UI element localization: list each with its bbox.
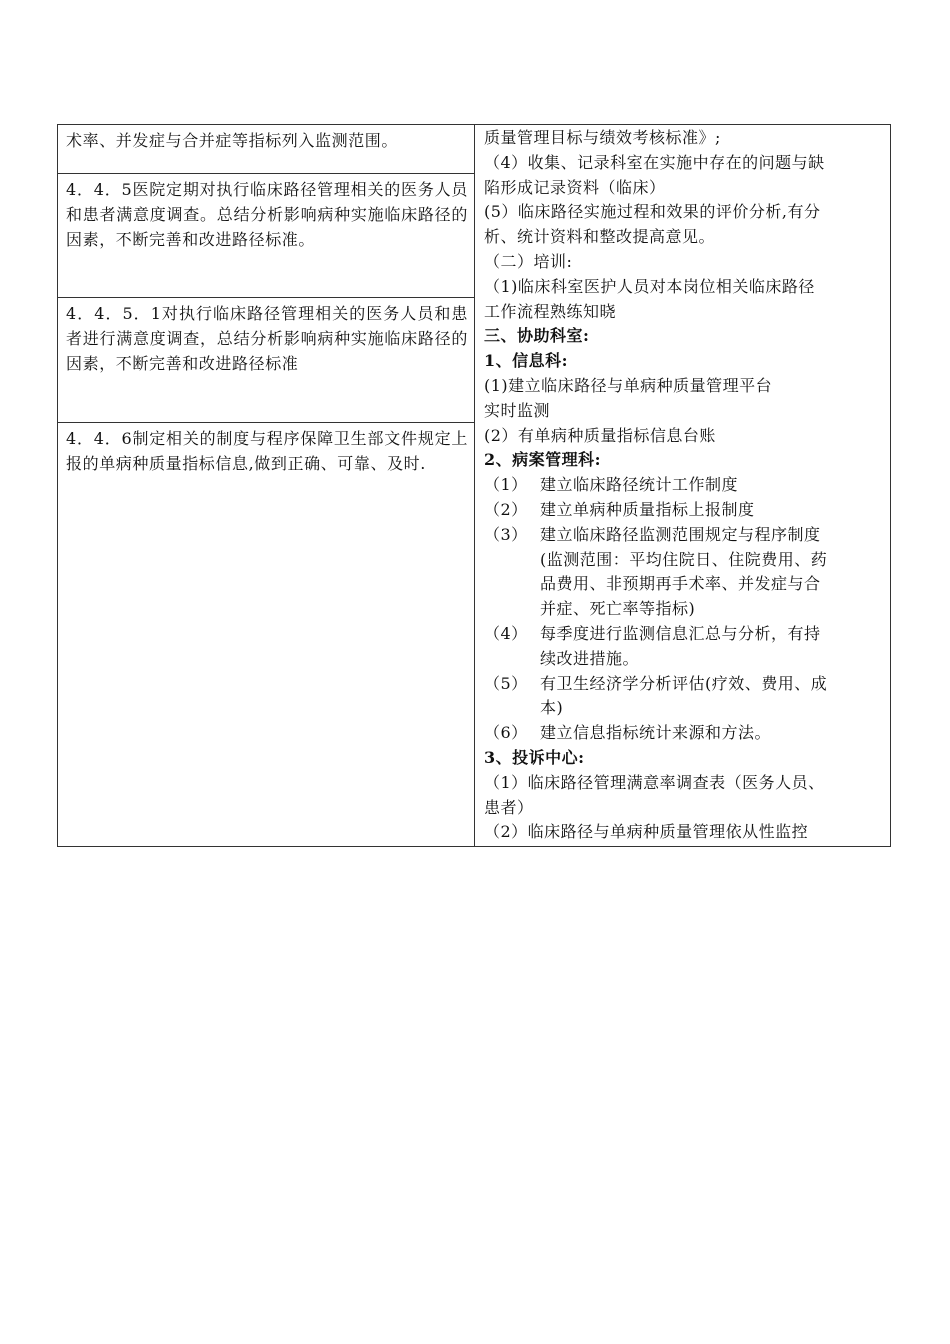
right-line: (5）临床路径实施过程和效果的评价分析,有分 [484,202,821,222]
info-dept-line: (2）有单病种质量指标信息台账 [484,425,716,445]
right-line: （二）培训: [484,251,573,271]
records-item [484,721,884,746]
left-cell-1-text: 术率、并发症与合并症等指标列入监测范围。 [66,131,399,150]
left-cell-4 [58,423,474,846]
left-column [58,125,475,846]
records-item [484,622,884,672]
right-line: 陷形成记录资料（临床） [484,177,666,197]
records-item-text: 建立临床路径统计工作制度 [540,475,739,495]
records-item-text: 建立临床路径监测范围规定与程序制度 [540,524,821,544]
left-cell-3 [58,298,474,423]
right-content [484,126,884,845]
records-item-text: 建立信息指标统计来源和方法。 [540,723,772,743]
left-cell-4-text: 4．4．6制定相关的制度与程序保障卫生部文件规定上报的单病种质量指标信息,做到正确、可靠、及时. [66,429,468,473]
complaint-center-line: （1）临床路径管理满意率调查表（医务人员、 [484,772,825,792]
records-item-text: 建立单病种质量指标上报制度 [540,499,755,519]
right-line: 工作流程熟练知晓 [484,301,617,321]
left-cell-1 [58,125,474,174]
records-item-number: （1） [484,475,528,495]
records-dept-heading: 2、病案管理科: [484,450,602,470]
records-item-text: 每季度进行监测信息汇总与分析，有持 [540,623,821,643]
records-item-text: 续改进措施。 [540,648,640,668]
records-item-number: （2） [484,499,528,519]
left-cell-2-text: 4．4．5医院定期对执行临床路径管理相关的医务人员和患者满意度调查。总结分析影响病种实施临床路径的因素，不断完善和改进路径标准。 [66,180,468,249]
info-dept-line: (1)建立临床路径与单病种质量管理平台 [484,375,773,395]
records-item [484,473,884,498]
records-item [484,523,884,622]
complaint-center-line: （2）临床路径与单病种质量管理依从性监控 [484,822,809,842]
records-item-number: （3） [484,524,528,544]
info-dept-line: 实时监测 [484,400,551,420]
document-table [57,124,891,847]
complaint-center-heading: 3、投诉中心: [484,747,585,767]
records-item-text: 并症、死亡率等指标) [540,599,696,619]
records-item-text: 本) [540,698,564,718]
records-item [484,672,884,722]
right-line: 析、统计资料和整改提高意见。 [484,227,716,247]
section-heading: 三、协助科室: [484,326,590,346]
records-item-number: （4） [484,623,528,643]
records-item-text: (监测范围：平均住院日、住院费用、药 [540,549,828,569]
right-line: （1)临床科室医护人员对本岗位相关临床路径 [484,276,815,296]
records-item-number: （5） [484,673,528,693]
left-cell-3-text: 4．4．5．1对执行临床路径管理相关的医务人员和患者进行满意度调查，总结分析影响病种实施临床路径的因素，不断完善和改进路径标准 [66,304,468,373]
records-item-number: （6） [484,723,528,743]
left-cell-2 [58,174,474,298]
records-item-text: 品费用、非预期再手术率、并发症与合 [540,574,821,594]
complaint-center-line: 患者） [484,797,534,817]
records-item [484,498,884,523]
records-item-text: 有卫生经济学分析评估(疗效、费用、成 [540,673,828,693]
right-line: （4）收集、记录科室在实施中存在的问题与缺 [484,152,825,172]
right-column [475,125,890,846]
info-dept-heading: 1、信息科: [484,351,569,371]
right-line: 质量管理目标与绩效考核标准》; [484,128,721,147]
